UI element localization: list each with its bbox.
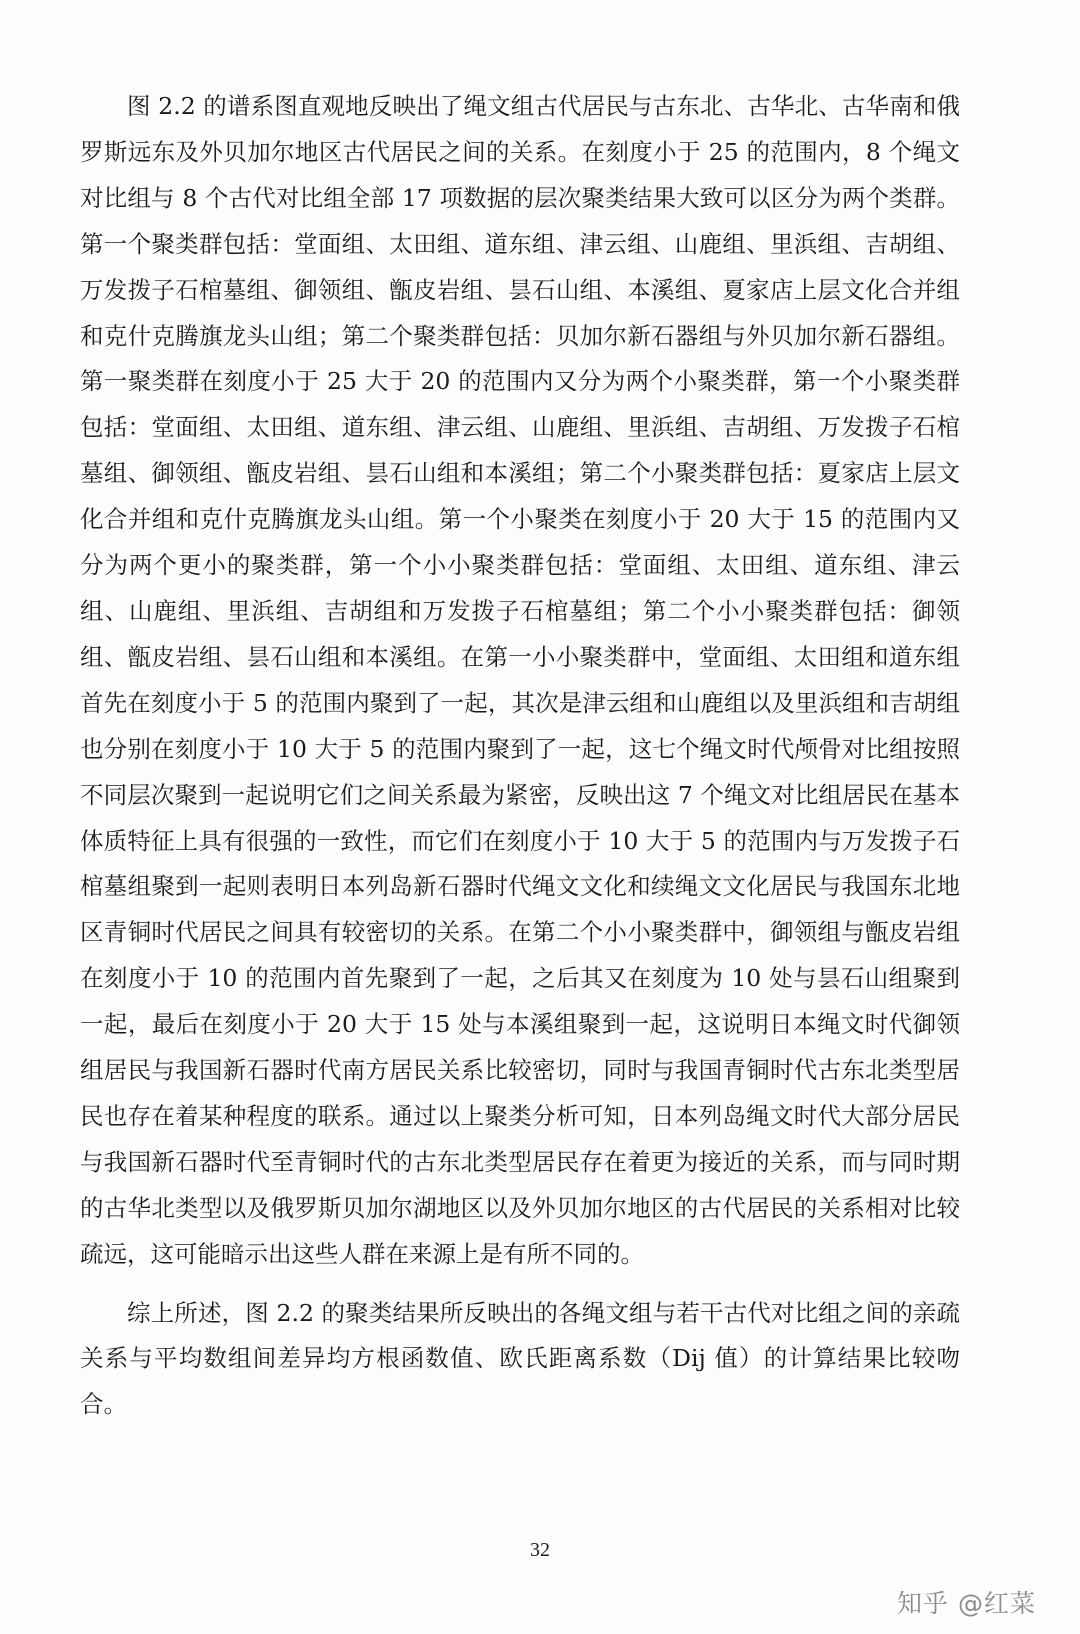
paragraph-conclusion: 综上所述，图 2.2 的聚类结果所反映出的各绳文组与若干古代对比组之间的亲疏关系与平均数组间差异均方根函数值、欧氏距离系数（Dij 值）的计算结果比较吻合。 [80, 1298, 960, 1419]
page-number: 32 [530, 1539, 550, 1561]
body-text [80, 84, 960, 1428]
paragraph-cluster-analysis: 图 2.2 的谱系图直观地反映出了绳文组古代居民与古东北、古华北、古华南和俄罗斯远东及外贝加尔地区古代居民之间的关系。在刻度小于 25 的范围内，8 个绳文对比组与 8 个古代对比组全部 17 项数据的层次聚类结果大致可以区分为两个类群。第一个聚类群包括：堂面组、太田组、道东组、津云组、山鹿组、里浜组、吉胡组、万发拨子石棺墓组、御领组、甑皮岩组、昙石山组、本溪组、夏家店上层文化合并组和克什克腾旗龙头山组；第二个聚类群包括：贝加尔新石器组与外贝加尔新石器组。第一聚类群在刻度小于 25 大于 20 的范围内又分为两个小聚类群，第一个小聚类群包括：堂面组、太田组、道东组、津云组、山鹿组、里浜组、吉胡组、万发拨子石棺墓组、御领组、甑皮岩组、昙石山组和本溪组；第二个小聚类群包括：夏家店上层文化合并组和克什克腾旗龙头山组。第一个小聚类在刻度小于 20 大于 15 的范围内又分为两个更小的聚类群，第一个小小聚类群包括：堂面组、太田组、道东组、津云组、山鹿组、里浜组、吉胡组和万发拨子石棺墓组；第二个小小聚类群包括：御领组、甑皮岩组、昙石山组和本溪组。在第一小小聚类群中，堂面组、太田组和道东组首先在刻度小于 5 的范围内聚到了一起，其次是津云组和山鹿组以及里浜组和吉胡组也分别在刻度小于 10 大于 5 的范围内聚到了一起，这七个绳文时代颅骨对比组按照不同层次聚到一起说明它们之间关系最为紧密，反映出这 7 个绳文对比组居民在基本体质特征上具有很强的一致性，而它们在刻度小于 10 大于 5 的范围内与万发拨子石棺墓组聚到一起则表明日本列岛新石器时代绳文文化和续绳文文化居民与我国东北地区青铜时代居民之间具有较密切的关系。在第二个小小聚类群中，御领组与甑皮岩组在刻度小于 10 的范围内首先聚到了一起，之后其又在刻度为 10 处与昙石山组聚到一起，最后在刻度小于 20 大于 15 处与本溪组聚到一起，这说明日本绳文时代御领组居民与我国新石器时代南方居民关系比较密切，同时与我国青铜时代古东北类型居民也存在着某种程度的联系。通过以上聚类分析可知，日本列岛绳文时代大部分居民与我国新石器时代至青铜时代的古东北类型居民存在着更为接近的关系，而与同时期的古华北类型以及俄罗斯贝加尔湖地区以及外贝加尔地区的古代居民的关系相对比较疏远，这可能暗示出这些人群在来源上是有所不同的。 [80, 92, 960, 1268]
watermark: 知乎 @红菜 [897, 1589, 1036, 1618]
